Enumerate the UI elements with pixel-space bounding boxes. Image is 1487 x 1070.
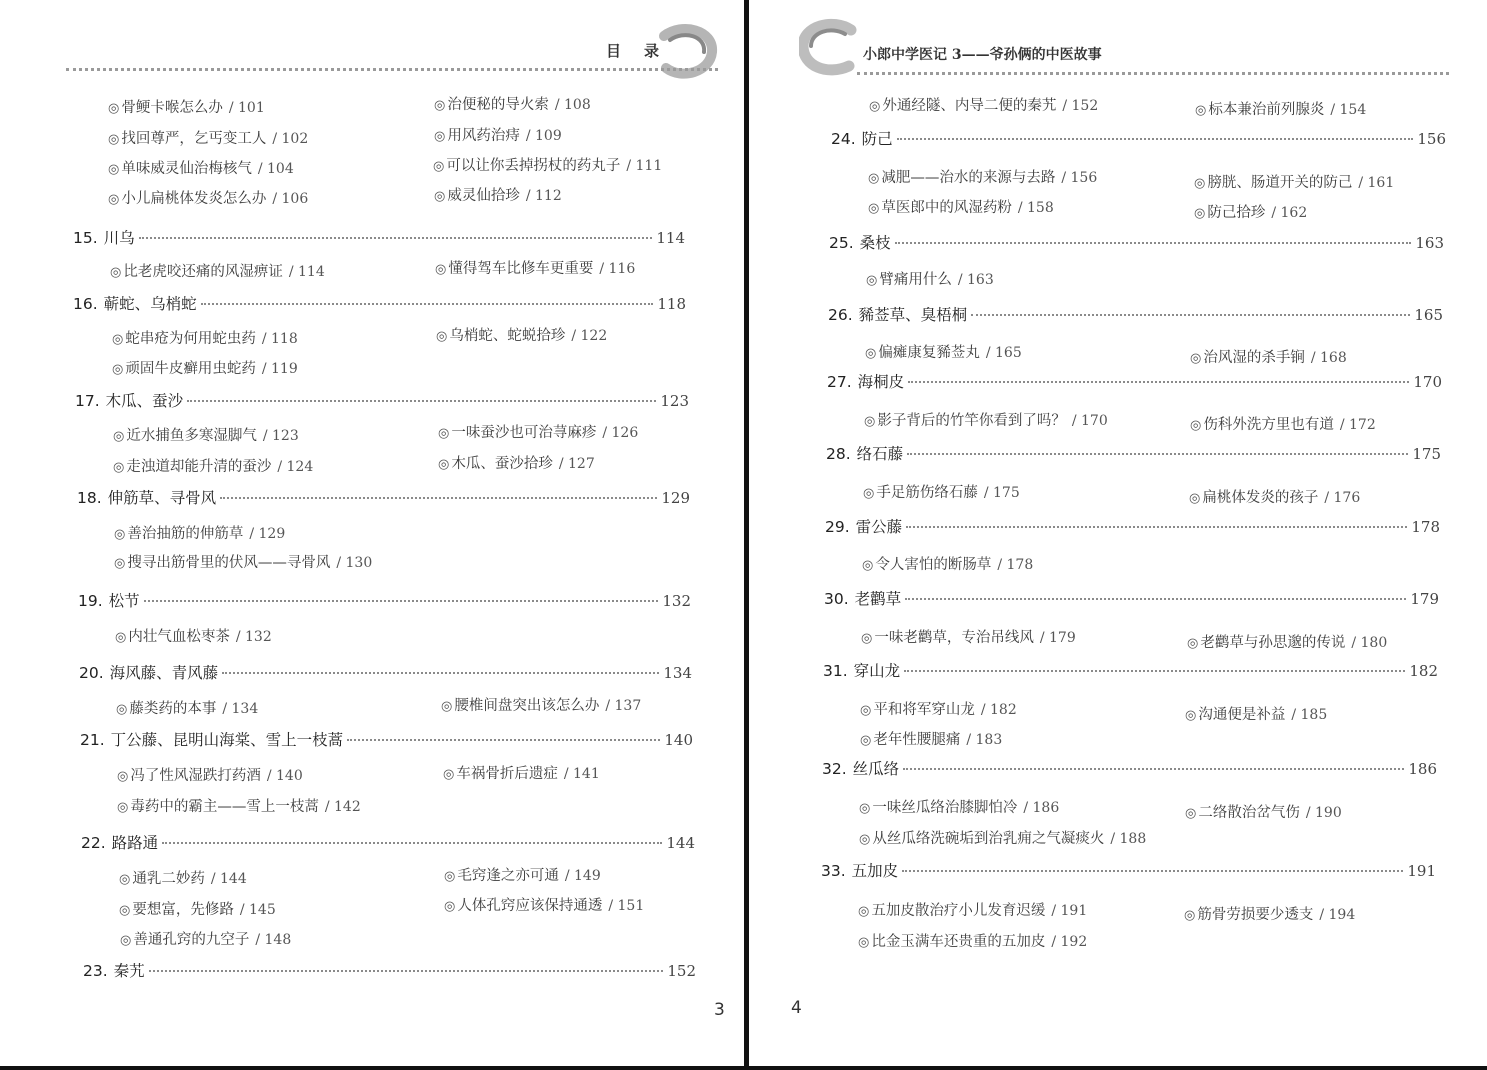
toc-entry[interactable]: ◎ 冯了性风湿跌打药酒 / 140 [117, 768, 303, 784]
right-page [749, 0, 1487, 1070]
toc-entry[interactable]: ◎ 筋骨劳损要少透支 / 194 [1184, 907, 1356, 923]
toc-entry[interactable]: ◎ 平和将军穿山龙 / 182 [860, 702, 1017, 718]
toc-entry[interactable]: ◎ 木瓜、蚕沙拾珍 / 127 [438, 456, 595, 472]
chapter-32: 32. 丝瓜络 186 [822, 760, 1437, 778]
toc-entry[interactable]: ◎ 小儿扁桃体发炎怎么办 / 106 [108, 191, 309, 207]
chapter-24: 24. 防己 156 [831, 130, 1446, 148]
toc-entry[interactable]: ◎ 老鹳草与孙思邈的传说 / 180 [1187, 635, 1388, 651]
toc-entry[interactable]: ◎ 搜寻出筋骨里的伏风——寻骨风 / 130 [114, 555, 373, 571]
toc-entry[interactable]: ◎ 一味老鹳草，专治吊线风 / 179 [861, 630, 1076, 646]
chapter-18: 18. 伸筋草、寻骨风 129 [77, 489, 690, 507]
toc-entry[interactable]: ◎ 近水捕鱼多寒湿脚气 / 123 [113, 428, 299, 444]
chapter-30: 30. 老鹳草 179 [824, 590, 1439, 608]
chapter-27: 27. 海桐皮 170 [827, 373, 1442, 391]
toc-entry[interactable]: ◎ 防己拾珍 / 162 [1194, 205, 1308, 221]
chapter-15: 15. 川乌 114 [73, 229, 685, 247]
page-number: 3 [714, 1000, 725, 1020]
book-title-header: 小郎中学医记 3——爷孙俩的中医故事 [863, 47, 1102, 63]
toc-entry[interactable]: ◎ 内壮气血松枣茶 / 132 [115, 629, 272, 645]
toc-entry[interactable]: ◎ 老年性腰腿痛 / 183 [860, 732, 1003, 748]
toc-entry[interactable]: ◎ 沟通便是补益 / 185 [1185, 707, 1328, 723]
chapter-20: 20. 海风藤、青风藤 134 [79, 664, 692, 682]
toc-entry[interactable]: ◎ 比金玉满车还贵重的五加皮 / 192 [858, 934, 1088, 950]
chapter-29: 29. 雷公藤 178 [825, 518, 1440, 536]
toc-entry[interactable]: ◎ 标本兼治前列腺炎 / 154 [1195, 102, 1367, 118]
toc-entry[interactable]: ◎ 腰椎间盘突出该怎么办 / 137 [441, 698, 642, 714]
chapter-31: 31. 穿山龙 182 [823, 662, 1438, 680]
toc-entry[interactable]: ◎ 用风药治痔 / 109 [434, 128, 562, 144]
chapter-33: 33. 五加皮 191 [821, 862, 1436, 880]
toc-entry[interactable]: ◎ 五加皮散治疗小儿发育迟缓 / 191 [858, 903, 1088, 919]
toc-entry[interactable]: ◎ 威灵仙拾珍 / 112 [434, 188, 562, 204]
toc-entry[interactable]: ◎ 从丝瓜络洗碗垢到治乳痈之气凝痰火 / 188 [859, 831, 1147, 847]
chapter-23: 23. 秦艽 152 [83, 962, 696, 980]
toc-entry[interactable]: ◎ 伤科外洗方里也有道 / 172 [1190, 417, 1376, 433]
toc-entry[interactable]: ◎ 骨鲠卡喉怎么办 / 101 [108, 100, 265, 116]
toc-entry[interactable]: ◎ 膀胱、肠道开关的防己 / 161 [1194, 175, 1395, 191]
toc-entry[interactable]: ◎ 顽固牛皮癣用虫蛇药 / 119 [112, 361, 298, 377]
toc-entry[interactable]: ◎ 一味蚕沙也可治荨麻疹 / 126 [438, 425, 639, 441]
toc-entry[interactable]: ◎ 一味丝瓜络治膝脚怕冷 / 186 [859, 800, 1060, 816]
chapter-16: 16. 蕲蛇、乌梢蛇 118 [73, 295, 686, 313]
toc-entry[interactable]: ◎ 善治抽筋的伸筋草 / 129 [114, 526, 286, 542]
toc-entry[interactable]: ◎ 蛇串疮为何用蛇虫药 / 118 [112, 331, 298, 347]
toc-entry[interactable]: ◎ 毛窍逢之亦可通 / 149 [444, 868, 601, 884]
chapter-21: 21. 丁公藤、昆明山海棠、雪上一枝蒿 140 [80, 731, 693, 749]
swirl-ornament-icon [799, 18, 861, 76]
toc-entry[interactable]: ◎ 偏瘫康复豨莶丸 / 165 [865, 345, 1022, 361]
toc-entry[interactable]: ◎ 要想富，先修路 / 145 [119, 902, 276, 918]
toc-entry[interactable]: ◎ 懂得驾车比修车更重要 / 116 [435, 261, 636, 277]
toc-entry[interactable]: ◎ 扁桃体发炎的孩子 / 176 [1189, 490, 1361, 506]
chapter-19: 19. 松节 132 [78, 592, 691, 610]
toc-entry[interactable]: ◎ 外通经隧、内导二便的秦艽 / 152 [869, 98, 1099, 114]
scan-bottom-edge [0, 1066, 1487, 1070]
toc-entry[interactable]: ◎ 草医郎中的风湿药粉 / 158 [868, 200, 1054, 216]
swirl-ornament-icon [652, 22, 718, 80]
chapter-25: 25. 桑枝 163 [829, 234, 1444, 252]
toc-entry[interactable]: ◎ 人体孔窍应该保持通透 / 151 [444, 898, 645, 914]
toc-entry[interactable]: ◎ 二络散治岔气伤 / 190 [1185, 805, 1342, 821]
toc-entry[interactable]: ◎ 通乳二妙药 / 144 [119, 871, 247, 887]
toc-entry[interactable]: ◎ 减肥——治水的来源与去路 / 156 [868, 170, 1098, 186]
toc-entry[interactable]: ◎ 藤类药的本事 / 134 [116, 701, 259, 717]
toc-entry[interactable]: ◎ 乌梢蛇、蛇蜕拾珍 / 122 [436, 328, 608, 344]
toc-entry[interactable]: ◎ 令人害怕的断肠草 / 178 [862, 557, 1034, 573]
toc-entry[interactable]: ◎ 可以让你丢掉拐杖的药丸子 / 111 [433, 158, 663, 174]
toc-entry[interactable]: ◎ 善通孔窍的九空子 / 148 [120, 932, 292, 948]
toc-entry[interactable]: ◎ 走浊道却能升清的蚕沙 / 124 [113, 459, 314, 475]
toc-header: 目 录 [606, 42, 664, 60]
toc-entry[interactable]: ◎ 臂痛用什么 / 163 [866, 272, 994, 288]
header-rule [66, 68, 718, 71]
toc-entry[interactable]: ◎ 比老虎咬还痛的风湿痹证 / 114 [110, 264, 325, 280]
toc-entry[interactable]: ◎ 车祸骨折后遗症 / 141 [443, 766, 600, 782]
toc-entry[interactable]: ◎ 单味威灵仙治梅核气 / 104 [108, 161, 294, 177]
chapter-26: 26. 豨莶草、臭梧桐 165 [828, 306, 1443, 324]
toc-entry[interactable]: ◎ 找回尊严，乞丐变工人 / 102 [108, 131, 309, 147]
chapter-28: 28. 络石藤 175 [826, 445, 1441, 463]
header-rule [857, 72, 1449, 75]
toc-entry[interactable]: ◎ 治风湿的杀手锏 / 168 [1190, 350, 1347, 366]
toc-entry[interactable]: ◎ 影子背后的竹竿你看到了吗？ / 170 [864, 413, 1108, 429]
toc-entry[interactable]: ◎ 手足筋伤络石藤 / 175 [863, 485, 1020, 501]
toc-entry[interactable]: ◎ 治便秘的导火索 / 108 [434, 97, 591, 113]
chapter-17: 17. 木瓜、蚕沙 123 [75, 392, 689, 410]
toc-entry[interactable]: ◎ 毒药中的霸主——雪上一枝蒿 / 142 [117, 799, 361, 815]
chapter-22: 22. 路路通 144 [81, 834, 695, 852]
page-number: 4 [791, 998, 802, 1018]
